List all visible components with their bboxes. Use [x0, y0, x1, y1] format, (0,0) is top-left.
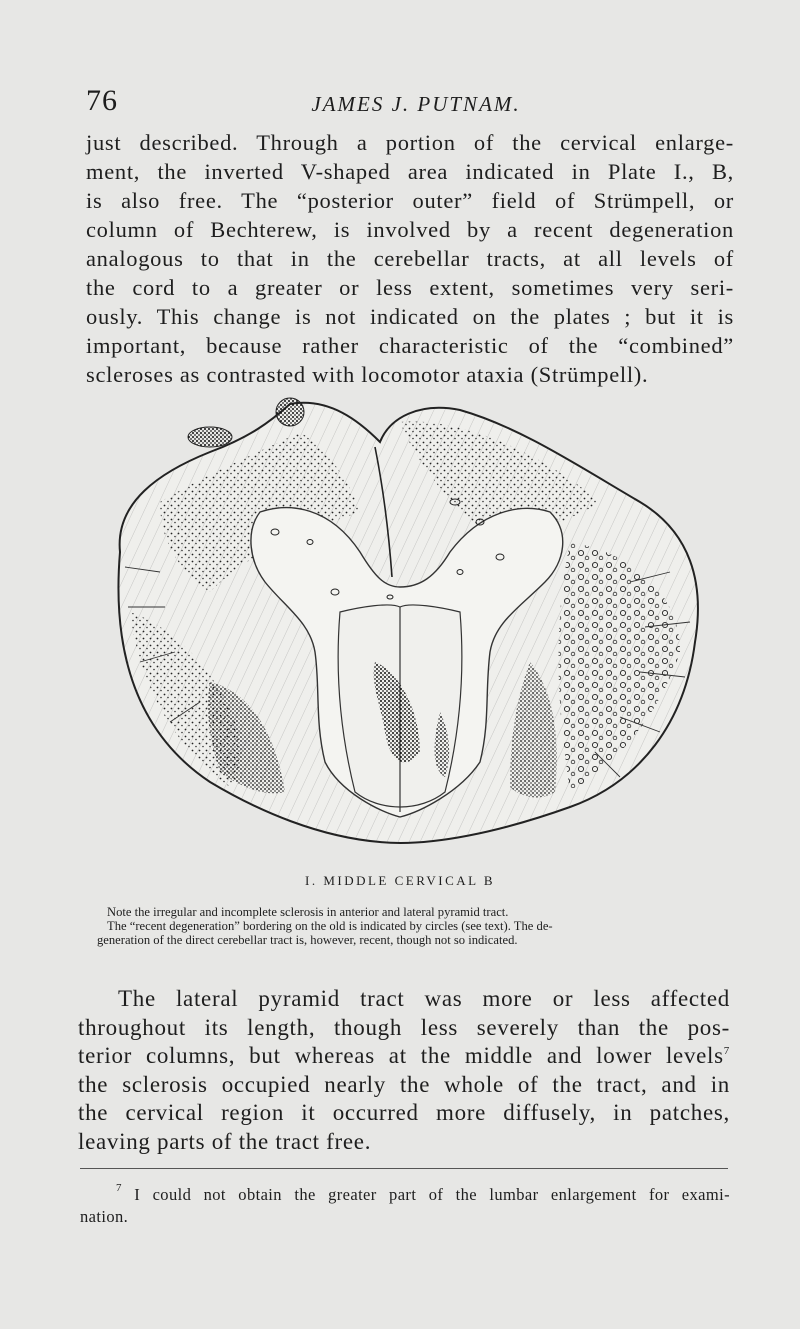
text-line: analogous to that in the cerebellar tracts, at all levels of	[86, 246, 734, 271]
text-line: is also free. The “posterior outer” field of Strümpell, or	[86, 188, 734, 213]
text-line: The lateral pyramid tract was more or less affected	[118, 986, 730, 1011]
text-line: ously. This change is not indicated on the plates ; but it is	[86, 304, 734, 329]
footnote-line: $^7$ I could not obtain the greater part of the lumbar enlargement for exami-	[116, 1182, 730, 1204]
text-line: throughout its length, though less severely than the pos-	[78, 1014, 730, 1040]
footnote-line: nation.	[80, 1207, 129, 1226]
figure-note	[97, 905, 735, 947]
text-line: column of Bechterew, is involved by a recent degeneration	[86, 217, 734, 242]
paragraph-2	[78, 985, 730, 1156]
spinal-cord-section-illustration	[100, 392, 710, 857]
text-line: the cervical region it occurred more diffusely, in patches,	[78, 1100, 730, 1125]
text-line: the cord to a greater or less extent, sometimes very seri-	[86, 275, 734, 300]
footnote-marker: 7	[116, 1182, 122, 1194]
text-line: leaving parts of the tract free.	[78, 1128, 372, 1154]
text-line: ment, the inverted V-shaped area indicated in Plate I., B,	[86, 159, 734, 184]
figure-caption: I. MIDDLE CERVICAL B	[304, 873, 496, 888]
note-line: Note the irregular and incomplete sclerosis in anterior and lateral pyramid tract.	[107, 905, 509, 919]
running-title: JAMES J. PUTNAM.	[311, 92, 521, 116]
running-head	[86, 84, 746, 124]
footnote-divider	[80, 1168, 728, 1169]
text-line: scleroses as contrasted with locomotor ataxia (Strümpell).	[86, 362, 649, 387]
note-line: The “recent degeneration” bordering on the old is indicated by circles (see text). The de-	[107, 919, 553, 933]
footnote	[80, 1184, 730, 1228]
text-line: just described. Through a portion of the cervical enlarge-	[86, 130, 734, 155]
page-number: 76	[86, 84, 118, 117]
text-line: terior columns, but whereas at the middle and lower levels$^7$	[78, 1043, 730, 1068]
footnote-reference: 7	[723, 1045, 730, 1057]
note-line: generation of the direct cerebellar tract is, however, recent, though not so indicated.	[97, 933, 518, 947]
text-line: the sclerosis occupied nearly the whole of the tract, and in	[78, 1071, 730, 1097]
paragraph-1	[86, 128, 734, 389]
text-line: important, because rather characteristic of the “combined”	[86, 333, 734, 358]
